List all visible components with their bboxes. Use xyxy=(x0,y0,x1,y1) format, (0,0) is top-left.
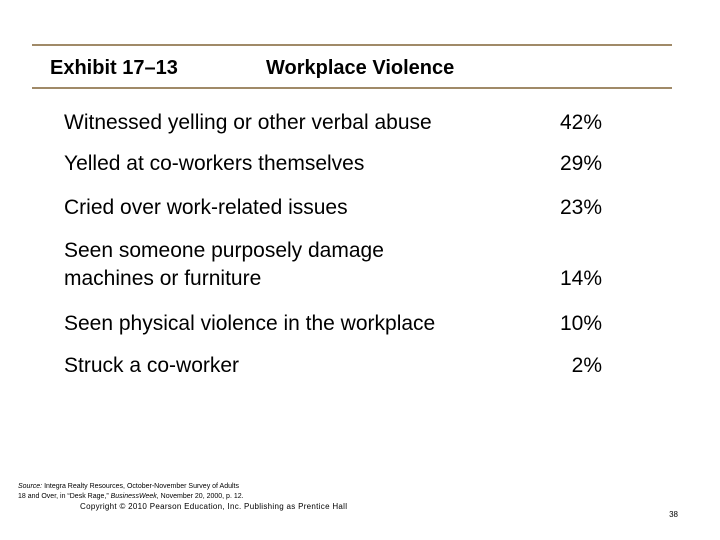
source-journal: BusinessWeek, xyxy=(110,493,159,500)
header-top-rule xyxy=(32,44,672,46)
row-label-physical-violence: Seen physical violence in the workplace xyxy=(64,312,436,335)
row-label-yelled: Yelled at co-workers themselves xyxy=(64,152,365,175)
page-title: Workplace Violence xyxy=(266,57,455,79)
row-label-verbal-abuse: Witnessed yelling or other verbal abuse xyxy=(64,111,432,134)
header-bottom-rule xyxy=(32,87,672,89)
source-line-2-end: November 20, 2000, p. 12. xyxy=(158,493,244,500)
row-label-damage-line1: Seen someone purposely damage xyxy=(64,239,384,262)
row-value-verbal-abuse: 42% xyxy=(559,111,602,134)
row-label-struck: Struck a co-worker xyxy=(64,354,240,377)
row-value-struck: 2% xyxy=(571,354,602,377)
exhibit-number: Exhibit 17–13 xyxy=(50,57,178,79)
row-value-cried: 23% xyxy=(559,196,602,219)
row-value-damage: 14% xyxy=(559,267,602,290)
source-line-2 xyxy=(18,492,244,501)
source-line-1-text: Integra Realty Resources, October-November Survey of Adults xyxy=(42,483,239,490)
copyright-notice: Copyright © 2010 Pearson Education, Inc. Publishing as Prentice Hall xyxy=(80,502,348,511)
source-line-2-start: 18 and Over, in “Desk Rage,” xyxy=(18,493,111,500)
source-prefix: Source: xyxy=(18,483,43,490)
source-line-1 xyxy=(18,482,239,491)
page-number: 38 xyxy=(669,510,678,519)
row-label-cried: Cried over work-related issues xyxy=(64,196,348,219)
row-value-yelled: 29% xyxy=(559,152,602,175)
row-value-physical-violence: 10% xyxy=(559,312,602,335)
row-label-damage-line2: machines or furniture xyxy=(64,267,262,290)
